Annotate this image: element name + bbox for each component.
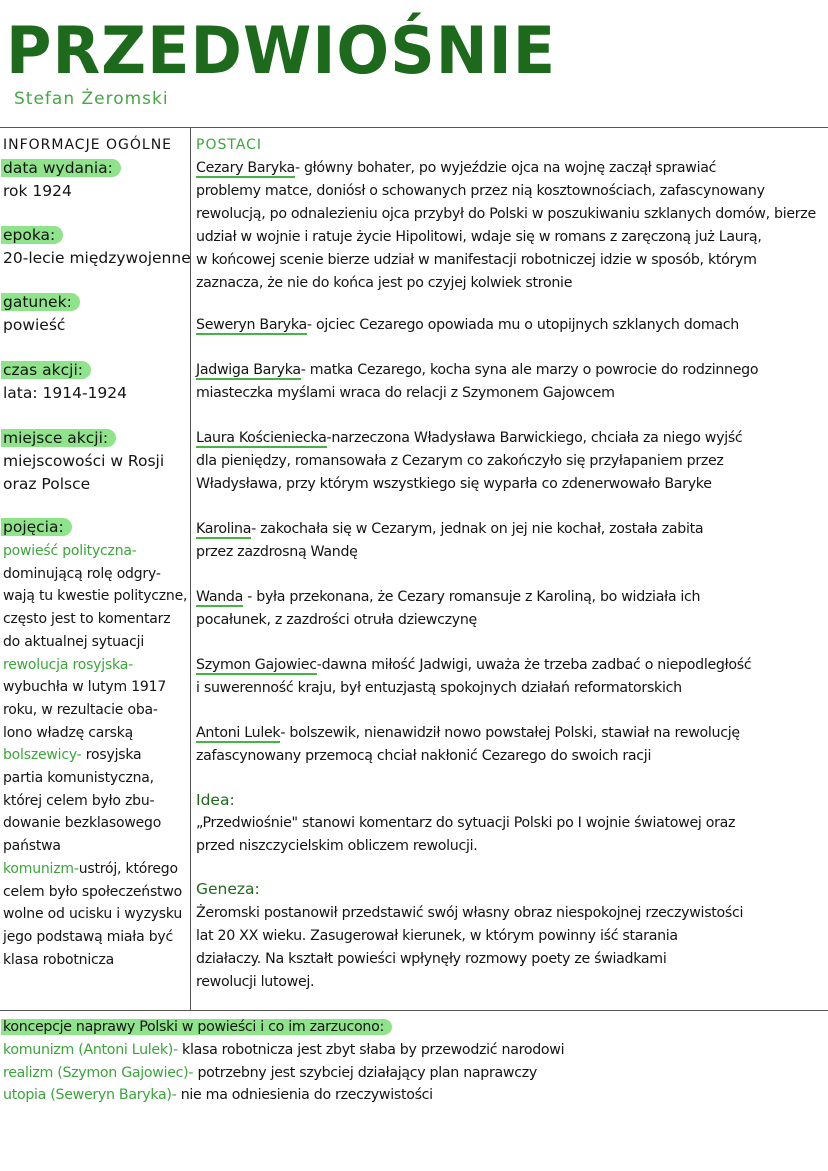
concept-text: wybuchła w lutym 1917 <box>3 679 167 696</box>
divider-top <box>0 127 828 128</box>
concept-text <box>3 881 182 903</box>
author: Stefan Żeromski <box>14 89 169 109</box>
concept-item <box>3 744 141 766</box>
concept-term: komunizm- <box>3 860 79 877</box>
idea-text <box>196 812 735 834</box>
concept-text <box>3 722 133 744</box>
concept-text <box>3 790 154 812</box>
concept-text <box>3 903 182 925</box>
info-label <box>3 157 121 179</box>
concept-text: państwa <box>3 838 61 855</box>
character-entry <box>196 314 739 336</box>
info-label <box>3 359 91 381</box>
character-description: problemy matce, doniósł o schowanych przez nią kosztownościach, zafascynowany <box>196 183 765 199</box>
info-value <box>3 314 65 336</box>
character-entry <box>196 654 751 676</box>
concept-item <box>3 654 133 676</box>
character-description <box>196 541 358 563</box>
criticism-term: komunizm (Antoni Lulek)- <box>3 1042 178 1058</box>
genesis-label <box>196 878 260 900</box>
criticism-item <box>3 1039 564 1061</box>
info-label-text: miejsce akcji: <box>1 429 116 447</box>
character-description: w końcowej scenie bierze udział w manifestacji robotniczej idzie w sposób, którym <box>196 252 757 268</box>
character-entry <box>196 722 740 744</box>
concepts-label <box>3 516 72 538</box>
info-value-text: lata: 1914-1924 <box>3 384 128 402</box>
concept-text: jego podstawą miała być <box>3 928 173 945</box>
info-value-text: 20-lecie międzywojenne <box>3 249 191 267</box>
character-description <box>196 382 615 404</box>
genesis-text <box>196 971 314 993</box>
character-name: Seweryn Baryka <box>196 317 307 333</box>
concept-text: ustrój, którego <box>78 860 178 877</box>
criticism-text: nie ma odniesienia do rzeczywistości <box>176 1087 433 1103</box>
character-name: Jadwiga Baryka <box>196 362 301 378</box>
info-heading <box>3 134 172 156</box>
criticism-text: potrzebny jest szybciej działający plan naprawczy <box>193 1064 537 1081</box>
concept-text <box>3 812 161 834</box>
concept-text: celem było społeczeństwo <box>3 883 182 900</box>
concept-text <box>3 563 161 585</box>
character-description <box>196 226 762 248</box>
concept-text <box>3 699 158 721</box>
concept-term: rewolucja rosyjska- <box>3 656 133 673</box>
info-value <box>3 247 191 269</box>
character-name: Cezary Baryka <box>196 160 295 176</box>
genesis-text: działaczy. Na kształt powieści wpłynęły rozmowy poety ze świadkami <box>196 951 667 967</box>
character-description <box>196 609 477 631</box>
character-description: miasteczka myślami wraca do relacji z Szymonem Gajowcem <box>196 385 615 401</box>
character-description: przez zazdrosną Wandę <box>196 544 358 560</box>
character-description <box>196 677 682 699</box>
info-value <box>3 450 164 472</box>
character-description <box>196 180 765 202</box>
concept-text: wają tu kwestie polityczne, <box>3 588 188 605</box>
character-description: - była przekonana, że Cezary romansuje z Karoliną, bo widziała ich <box>243 589 701 605</box>
character-description: i suwerenność kraju, był entuzjastą spokojnych działań reformatorskich <box>196 680 682 696</box>
criticism-label <box>3 1016 392 1038</box>
info-value <box>3 473 90 495</box>
character-description <box>196 450 724 472</box>
character-entry <box>196 359 758 381</box>
criticism-text: klasa robotnicza jest zbyt słaba by przewodzić narodowi <box>177 1042 565 1058</box>
concept-text <box>3 585 187 607</box>
idea-text <box>196 835 477 857</box>
concept-text: dominującą rolę odgry- <box>3 565 161 582</box>
character-description <box>196 473 712 495</box>
concept-text: klasa robotnicza <box>3 951 115 968</box>
concept-text: wolne od ucisku i wyzysku <box>3 906 183 923</box>
criticism-label: koncepcje naprawy Polski w powieści i co im zarzucono: <box>1 1019 392 1035</box>
concept-text <box>3 676 166 698</box>
character-description: zaznacza, że nie do końca jest po czyjej kolwiek stronie <box>196 275 573 291</box>
genesis-text: Żeromski postanowił przedstawić swój własny obraz niespokojnej rzeczywistości <box>196 905 744 921</box>
character-name: Antoni Lulek <box>196 725 281 741</box>
concept-text <box>3 608 170 630</box>
concept-text <box>3 949 114 971</box>
info-label <box>3 291 80 313</box>
concept-text: której celem było zbu- <box>3 792 155 809</box>
character-name: Szymon Gajowiec <box>196 657 317 673</box>
character-description <box>196 745 651 767</box>
info-label <box>3 427 116 449</box>
info-value <box>3 180 72 202</box>
character-description: - matka Cezarego, kocha syna ale marzy o powrocie do rodzinnego <box>300 362 759 378</box>
concept-term: bolszewicy- <box>3 747 82 764</box>
character-description: zafascynowany przemocą chciał nakłonić Cezarego do swoich racji <box>196 748 652 764</box>
info-label-text: gatunek: <box>1 293 80 311</box>
genesis-text <box>196 948 666 970</box>
genesis-text: lat 20 XX wieku. Zasugerował kierunek, w którym powinny iść starania <box>196 928 678 944</box>
concepts-label-text: pojęcia: <box>1 518 72 536</box>
idea-label: Idea: <box>196 791 235 809</box>
character-description: pocałunek, z zazdrości otruła dziewczynę <box>196 612 477 628</box>
genesis-label: Geneza: <box>196 880 260 898</box>
character-description <box>196 249 757 271</box>
character-description: - bolszewik, nienawidził nowo powstałej Polski, stawiał na rewolucję <box>280 725 740 741</box>
idea-label <box>196 789 235 811</box>
character-entry <box>196 427 742 449</box>
info-value-text: rok 1924 <box>3 182 72 200</box>
character-description: - zakochała się w Cezarym, jednak on jej nie kochał, została zabita <box>251 521 704 537</box>
characters-heading <box>196 134 262 156</box>
genesis-text <box>196 925 678 947</box>
character-name: Karolina <box>196 521 252 537</box>
character-description: - ojciec Cezarego opowiada mu o utopijnych szklanych domach <box>306 317 739 333</box>
character-entry <box>196 518 703 540</box>
idea-text: „Przedwiośnie" stanowi komentarz do sytuacji Polski po I wojnie światowej oraz <box>196 815 736 831</box>
character-description: -dawna miłość Jadwigi, uważa że trzeba zadbać o niepodległość <box>316 657 752 673</box>
section-heading: INFORMACJE OGÓLNE <box>3 137 173 153</box>
concept-item <box>3 540 137 562</box>
criticism-item <box>3 1084 433 1106</box>
page-title: PRZEDWIOŚNIE <box>6 12 557 89</box>
concept-item <box>3 858 178 880</box>
idea-text: przed niszczycielskim obliczem rewolucji. <box>196 838 478 854</box>
concept-text <box>3 767 154 789</box>
criticism-item <box>3 1062 537 1084</box>
genesis-text <box>196 902 743 924</box>
info-value <box>3 382 127 404</box>
divider-bottom <box>0 1010 828 1011</box>
character-name: Laura Kościeniecka <box>196 430 327 446</box>
concept-text <box>3 926 173 948</box>
info-label-text: czas akcji: <box>1 361 91 379</box>
concept-text: do aktualnej sytuacji <box>3 633 145 650</box>
info-label-text: epoka: <box>1 226 63 244</box>
concept-text: często jest to komentarz <box>3 611 171 628</box>
criticism-term: utopia (Seweryn Baryka)- <box>3 1087 177 1103</box>
concept-text: partia komunistyczna, <box>3 770 154 786</box>
concept-text <box>3 835 61 857</box>
section-heading: POSTACI <box>196 137 263 153</box>
info-value-text: miejscowości w Rosji <box>3 452 165 470</box>
concept-text: lono władzę carską <box>3 724 134 741</box>
concept-text <box>3 631 144 653</box>
concept-text: dowanie bezklasowego <box>3 815 162 832</box>
concept-text: roku, w rezultacie oba- <box>3 701 158 718</box>
character-entry <box>196 586 700 608</box>
character-description <box>196 203 816 225</box>
info-label-text: data wydania: <box>1 159 121 177</box>
genesis-text: rewolucji lutowej. <box>196 974 315 990</box>
character-description: Władysława, przy którym wszystkiego się wyparła co zdenerwowało Baryke <box>196 476 712 492</box>
info-label <box>3 224 63 246</box>
character-name: Wanda <box>196 589 244 605</box>
criticism-term: realizm (Szymon Gajowiec)- <box>3 1064 194 1081</box>
character-description: udział w wojnie i ratuje życie Hipolitowi, wdaje się w romans z zaręczoną już Laurą, <box>196 229 762 245</box>
character-description: -narzeczona Władysława Barwickiego, chciała za niego wyjść <box>326 430 743 446</box>
character-description: - główny bohater, po wyjeździe ojca na wojnę zaczął sprawiać <box>294 160 717 176</box>
character-description: rewolucją, po odnalezieniu ojca przybył do Polski w poszukiwaniu szklanych domów, bierze <box>196 206 816 222</box>
concept-text: rosyjska <box>81 747 142 764</box>
concept-term: powieść polityczna- <box>3 543 137 559</box>
character-entry <box>196 157 716 179</box>
info-value-text: oraz Polsce <box>3 475 91 493</box>
character-description <box>196 272 572 294</box>
info-value-text: powieść <box>3 316 66 334</box>
character-description: dla pieniędzy, romansowała z Cezarym co zakończyło się przyłapaniem przez <box>196 453 724 469</box>
